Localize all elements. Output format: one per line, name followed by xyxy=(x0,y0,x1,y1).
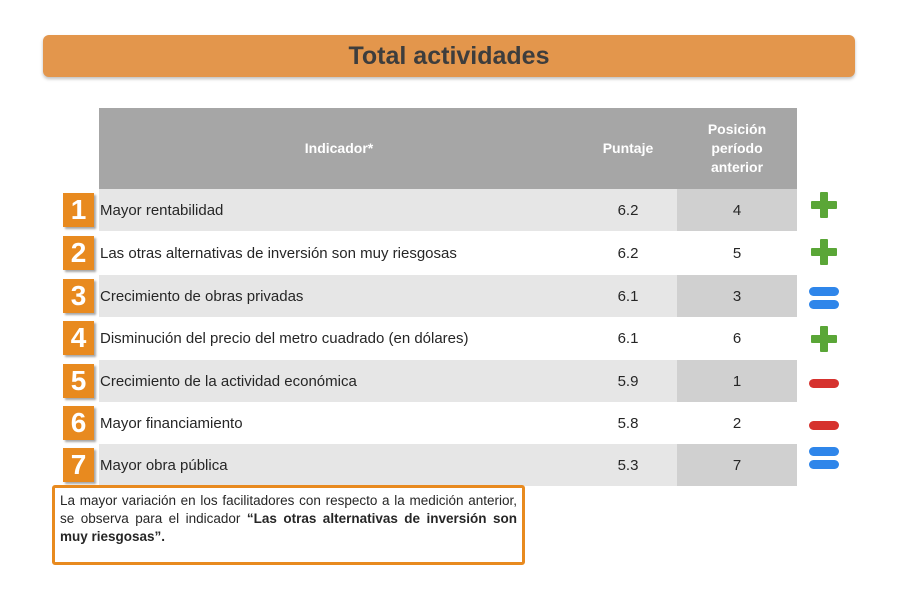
equal-icon xyxy=(807,443,841,473)
previous-position-cell: 1 xyxy=(677,360,797,402)
header-previous-position xyxy=(677,108,797,189)
equal-icon xyxy=(807,283,841,313)
header-previous-position-label: Posición período anterior xyxy=(707,121,767,175)
table-row xyxy=(99,360,797,402)
note-box xyxy=(52,485,525,565)
indicator-cell: Mayor rentabilidad xyxy=(100,201,224,219)
indicator-cell: Crecimiento de obras privadas xyxy=(100,287,304,305)
table-header xyxy=(99,108,797,189)
indicator-cell: Disminución del precio del metro cuadrado (en dólares) xyxy=(100,329,469,347)
previous-position-cell: 6 xyxy=(732,329,742,347)
score-cell: 6.2 xyxy=(617,244,639,262)
header-score: Puntaje xyxy=(602,140,654,156)
page-title: Total actividades xyxy=(348,41,550,70)
previous-position-cell: 4 xyxy=(677,189,797,231)
score-cell: 6.1 xyxy=(617,287,639,305)
score-cell: 5.8 xyxy=(617,414,639,432)
score-cell: 6.2 xyxy=(617,201,639,219)
table-row xyxy=(99,232,797,274)
table-row xyxy=(99,444,797,486)
indicator-cell: Mayor financiamiento xyxy=(100,414,243,432)
rank-badge: 6 xyxy=(63,406,94,440)
note-text: La mayor variación en los facilitadores con respecto a la medición anterior, se observa para el indicador xyxy=(60,493,517,526)
plus-icon xyxy=(807,190,841,220)
plus-icon xyxy=(807,237,841,267)
score-cell: 5.9 xyxy=(617,372,639,390)
rank-badge: 2 xyxy=(63,236,94,270)
score-cell: 5.3 xyxy=(617,456,639,474)
minus-icon xyxy=(807,368,841,398)
table-row xyxy=(99,317,797,359)
plus-icon xyxy=(807,324,841,354)
rank-badge: 3 xyxy=(63,279,94,313)
rank-badge: 5 xyxy=(63,364,94,398)
header-indicator: Indicador* xyxy=(304,140,374,156)
rank-badge: 7 xyxy=(63,448,94,482)
indicator-cell: Las otras alternativas de inversión son muy riesgosas xyxy=(100,244,457,262)
table-row xyxy=(99,189,797,231)
score-cell: 6.1 xyxy=(617,329,639,347)
previous-position-cell: 7 xyxy=(677,444,797,486)
note-highlight: “Las otras alternativas de inversión son muy riesgosas”. xyxy=(60,511,517,544)
rank-badge: 1 xyxy=(63,193,94,227)
table-row xyxy=(99,275,797,317)
minus-icon xyxy=(807,410,841,440)
previous-position-cell: 5 xyxy=(732,244,742,262)
rank-badge: 4 xyxy=(63,321,94,355)
title-banner xyxy=(43,35,855,77)
indicator-cell: Mayor obra pública xyxy=(100,456,228,474)
indicator-cell: Crecimiento de la actividad económica xyxy=(100,372,357,390)
previous-position-cell: 3 xyxy=(677,275,797,317)
table-row xyxy=(99,402,797,444)
previous-position-cell: 2 xyxy=(732,414,742,432)
